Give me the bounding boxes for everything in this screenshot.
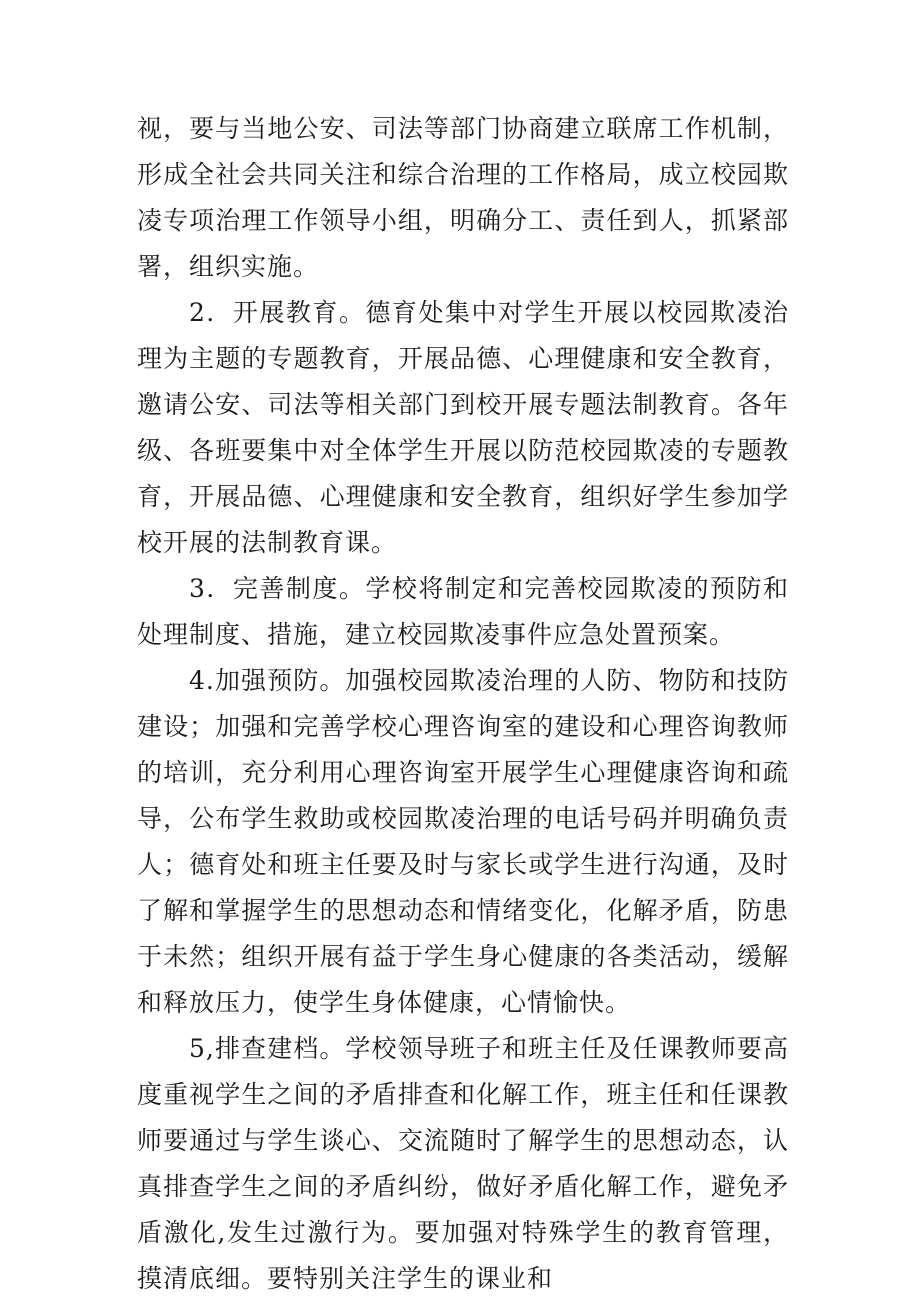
document-body xyxy=(137,106,789,1302)
paragraph-item-3: 3．完善制度。学校将制定和完善校园欺凌的预防和处理制度、措施，建立校园欺凌事件应急处置预案。 xyxy=(137,574,789,649)
paragraph-item-5: 5,排查建档。学校领导班子和班主任及任课教师要高度重视学生之间的矛盾排查和化解工作，班主任和任课教师要通过与学生谈心、交流随时了解学生的思想动态，认真排查学生之间的矛盾纠纷，做好矛盾化解工作，避免矛盾激化,发生过激行为。要加强对特殊学生的教育管理，摸清底细。要特别关注学生的课业和 xyxy=(137,1034,789,1293)
paragraph-item-4: 4.加强预防。加强校园欺凌治理的人防、物防和技防建设；加强和完善学校心理咨询室的建设和心理咨询教师的培训，充分利用心理咨询室开展学生心理健康咨询和疏导，公布学生救助或校园欺凌治理的电话号码并明确负责人；德育处和班主任要及时与家长或学生进行沟通，及时了解和掌握学生的思想动态和情绪变化，化解矛盾，防患于未然；组织开展有益于学生身心健康的各类活动，缓解和释放压力，使学生身体健康，心情愉快。 xyxy=(137,666,789,1017)
paragraph-item-2: 2．开展教育。德育处集中对学生开展以校园欺凌治理为主题的专题教育，开展品德、心理健康和安全教育，邀请公安、司法等相关部门到校开展专题法制教育。各年级、各班要集中对全体学生开展以防范校园欺凌的专题教育，开展品德、心理健康和安全教育，组织好学生参加学校开展的法制教育课。 xyxy=(137,298,789,557)
paragraph-continuation: 视，要与当地公安、司法等部门协商建立联席工作机制，形成全社会共同关注和综合治理的工作格局，成立校园欺凌专项治理工作领导小组，明确分工、责任到人，抓紧部署，组织实施。 xyxy=(137,114,789,281)
